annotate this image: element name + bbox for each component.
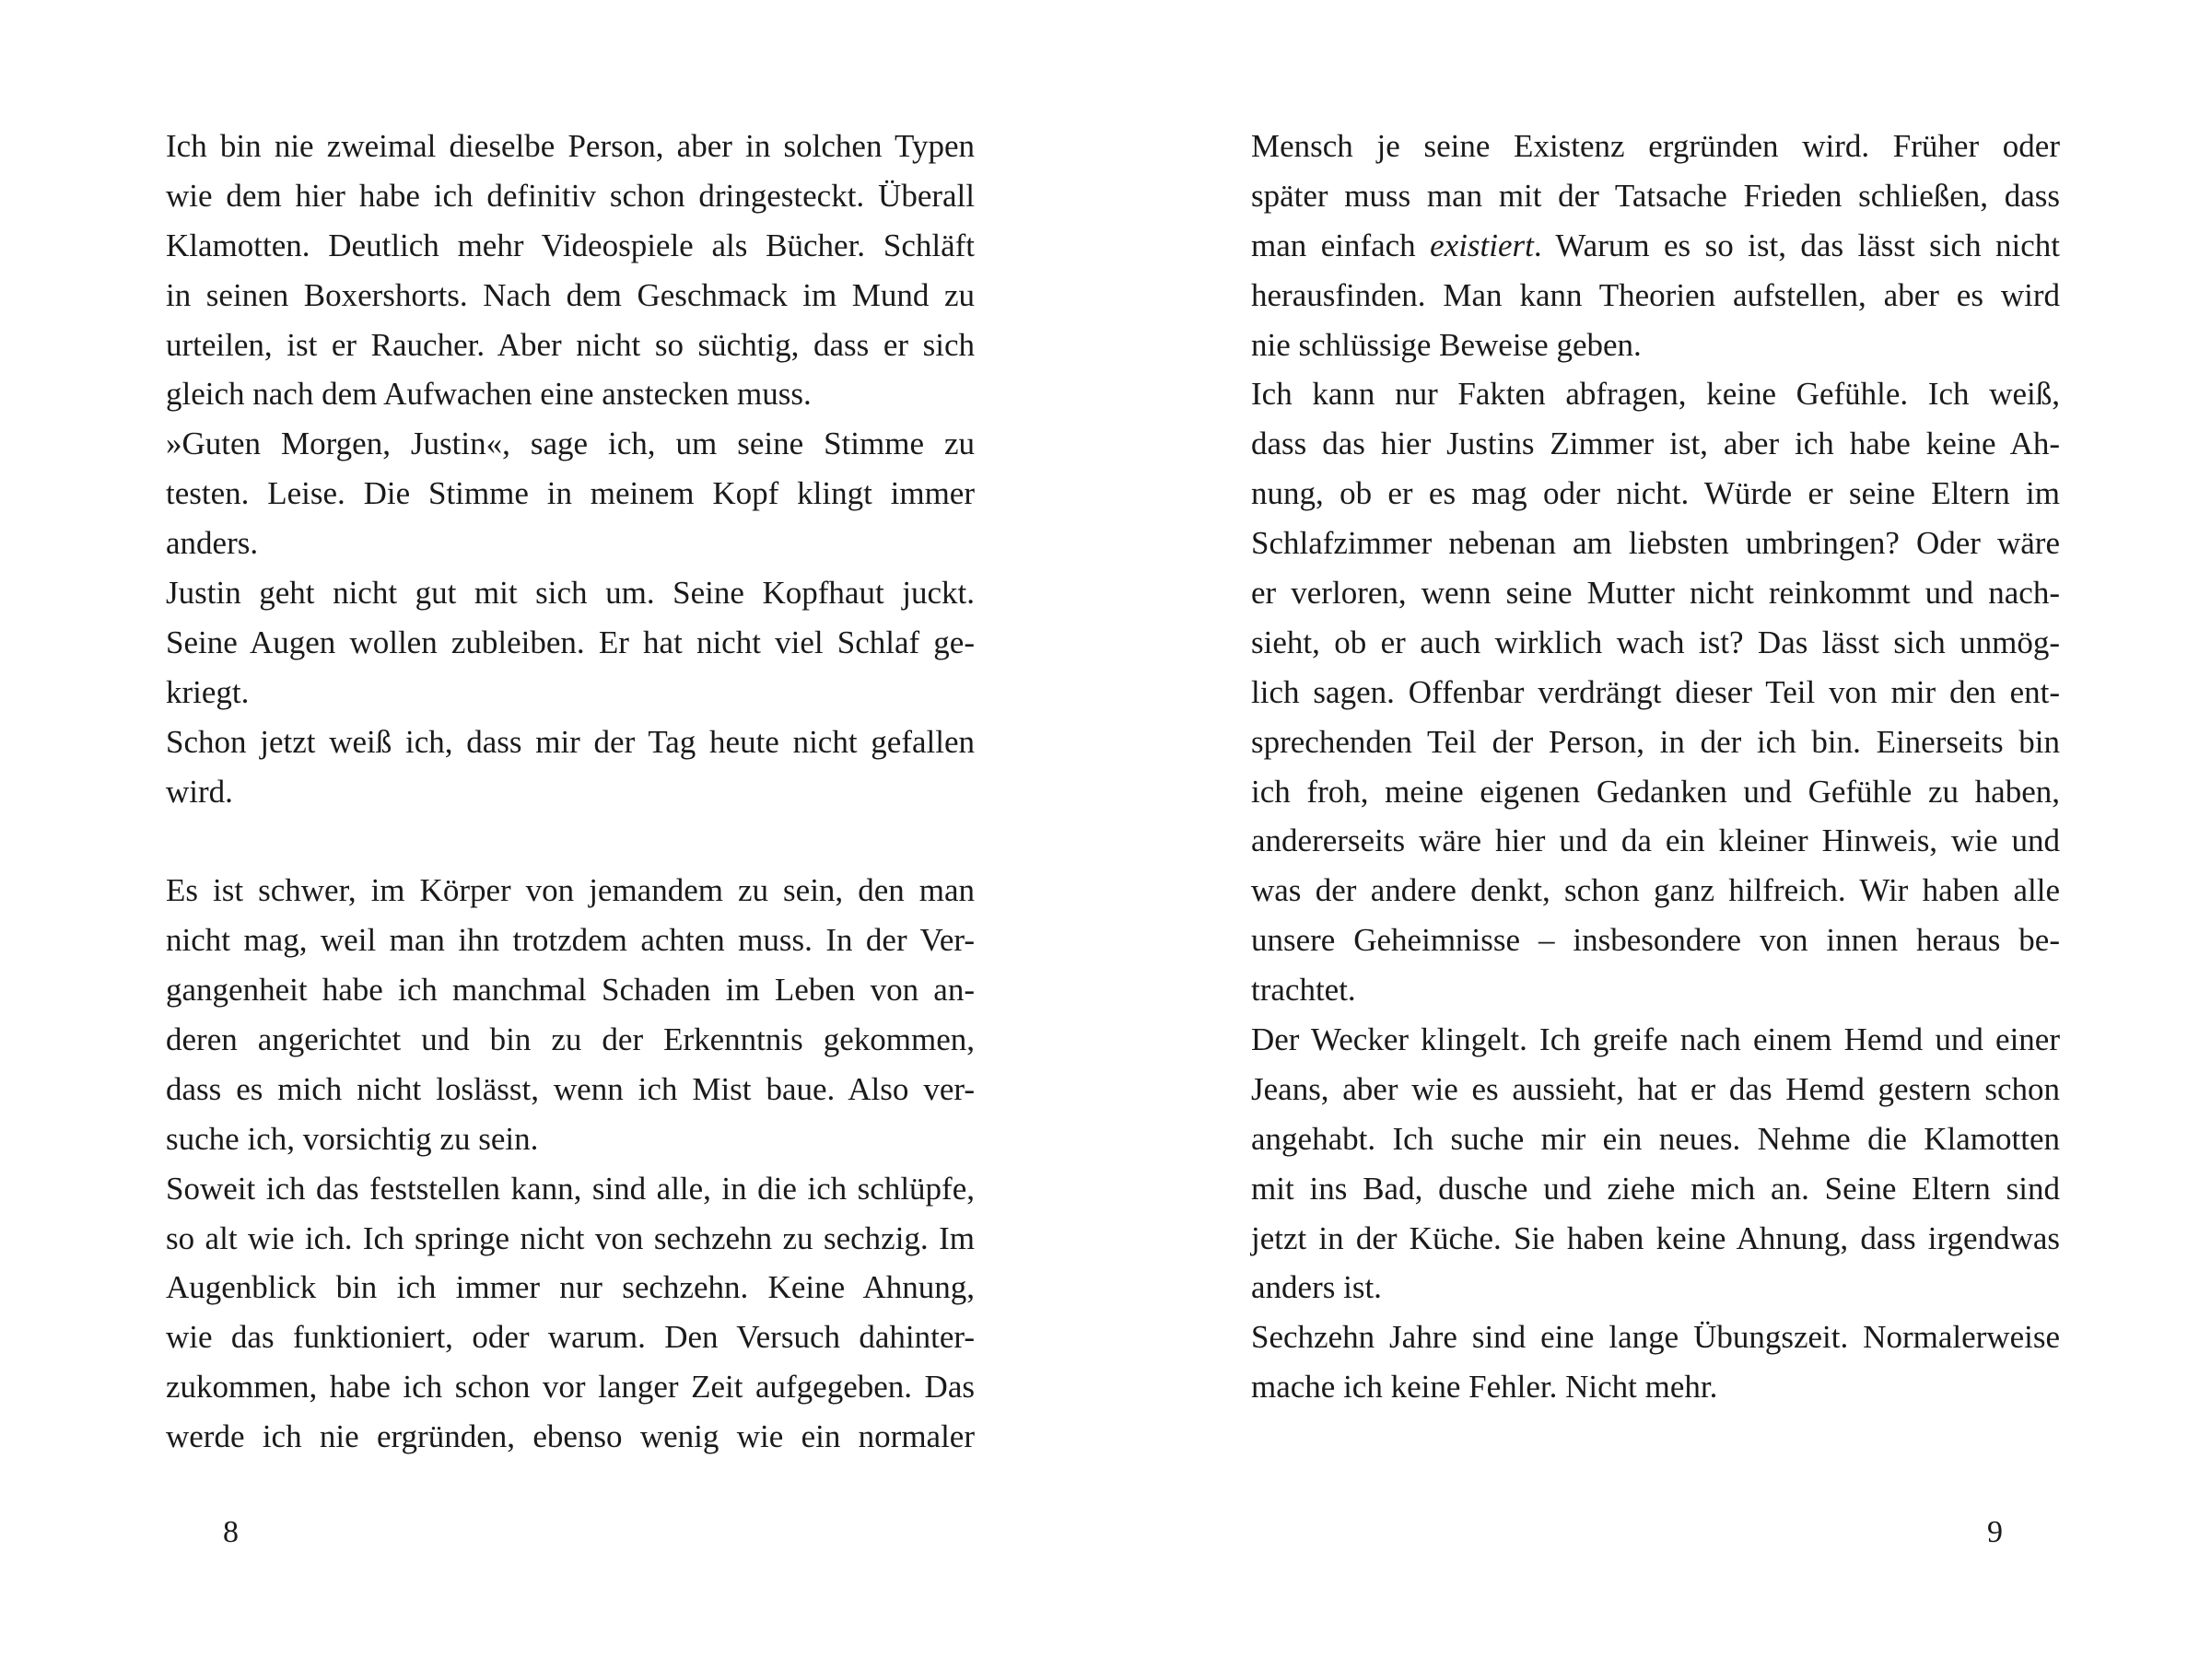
text-line: andererseits wäre hier und da ein kleiner Hinweis, wie und [1251,822,2060,859]
text-line: deren angerichtet und bin zu der Erkenntnis gekommen, [166,1021,975,1058]
text-line: sieht, ob er auch wirklich wach ist? Das lässt sich unmög- [1251,624,2060,660]
text-line: kriegt. [166,673,250,710]
text-line: Mensch je seine Existenz ergründen wird. Früher oder [1251,128,2060,164]
text-line: wie das funktioniert, oder warum. Den Versuch dahinter- [166,1319,975,1356]
text-line: urteilen, ist er Raucher. Aber nicht so süchtig, dass er sich [166,326,975,363]
page-number-right: 9 [1987,1515,2003,1549]
text-line: testen. Leise. Die Stimme in meinem Kopf klingt immer [166,475,975,512]
text-line: er verloren, wenn seine Mutter nicht reinkommt und nach- [1251,575,2060,612]
text-line: sprechenden Teil der Person, in der ich bin. Einerseits bin [1251,723,2060,760]
emphasized-word: existiert [1430,227,1534,263]
text-line: herausfinden. Man kann Theorien aufstellen, aber es wird [1251,276,2060,313]
text-line: unsere Geheimnisse – insbesondere von innen heraus be- [1251,922,2060,959]
text-line: Es ist schwer, im Körper von jemandem zu sein, den man [166,872,975,909]
text-line: Seine Augen wollen zubleiben. Er hat nicht viel Schlaf ge- [166,624,975,660]
paragraph-gap [166,816,975,866]
text-line: dass es mich nicht loslässt, wenn ich Mist baue. Also ver- [166,1070,975,1107]
left-page-text [166,122,975,1462]
text-line: trachtet. [1251,972,1356,1009]
page-number-left: 8 [223,1515,239,1549]
text-line: Ich bin nie zweimal dieselbe Person, aber in solchen Typen [166,128,975,164]
right-page [1106,0,2211,1680]
text-line [1251,221,2060,271]
text-line: in seinen Boxershorts. Nach dem Geschmack im Mund zu [166,276,975,313]
text-line: Augenblick bin ich immer nur sechzehn. Keine Ahnung, [166,1269,975,1306]
text-line: angehabt. Ich suche mir ein neues. Nehme die Klamotten [1251,1120,2060,1157]
text-line: Sechzehn Jahre sind eine lange Übungszeit. Normalerweise [1251,1319,2060,1356]
text-line: »Guten Morgen, Justin«, sage ich, um seine Stimme zu [166,426,975,462]
right-page-text [1251,122,2060,1412]
text-line: dass das hier Justins Zimmer ist, aber ich habe keine Ah- [1251,426,2060,462]
text-line: Jeans, aber wie es aussieht, hat er das Hemd gestern schon [1251,1070,2060,1107]
text-line: Schon jetzt weiß ich, dass mir der Tag heute nicht gefallen [166,723,975,760]
text-line: ich froh, meine eigenen Gedanken und Gefühle zu haben, [1251,773,2060,810]
text-segment: man einfach [1251,227,1431,263]
text-line: werde ich nie ergründen, ebenso wenig wie ein normaler [166,1418,975,1455]
text-line: anders. [166,525,259,562]
text-line: lich sagen. Offenbar verdrängt dieser Teil von mir den ent- [1251,673,2060,710]
text-line: was der andere denkt, schon ganz hilfreich. Wir haben alle [1251,872,2060,909]
text-line: Klamotten. Deutlich mehr Videospiele als Bücher. Schläft [166,227,975,263]
text-segment: . Warum es so ist, das lässt sich nicht [1533,227,2060,263]
text-line: Justin geht nicht gut mit sich um. Seine Kopfhaut juckt. [166,575,975,612]
text-line: Schlafzimmer nebenan am liebsten umbringen? Oder wäre [1251,525,2060,562]
text-line: wie dem hier habe ich definitiv schon dringesteckt. Überall [166,177,975,214]
text-line: später muss man mit der Tatsache Frieden schließen, dass [1251,177,2060,214]
text-line: wird. [166,773,233,810]
text-line: jetzt in der Küche. Sie haben keine Ahnung, dass irgendwas [1251,1219,2060,1256]
text-line: gangenheit habe ich manchmal Schaden im Leben von an- [166,972,975,1009]
text-line: nicht mag, weil man ihn trotzdem achten muss. In der Ver- [166,922,975,959]
text-line: nung, ob er es mag oder nicht. Würde er seine Eltern im [1251,475,2060,512]
text-line: so alt wie ich. Ich springe nicht von sechzehn zu sechzig. Im [166,1219,975,1256]
text-line: Ich kann nur Fakten abfragen, keine Gefühle. Ich weiß, [1251,376,2060,413]
text-line: anders ist. [1251,1269,1382,1306]
text-line: Der Wecker klingelt. Ich greife nach einem Hemd und einer [1251,1021,2060,1058]
text-line: suche ich, vorsichtig zu sein. [166,1120,539,1157]
text-line: Soweit ich das feststellen kann, sind alle, in die ich schlüpfe, [166,1170,975,1207]
text-line: zukommen, habe ich schon vor langer Zeit aufgegeben. Das [166,1369,975,1406]
text-line: nie schlüssige Beweise geben. [1251,326,1642,363]
text-line: mit ins Bad, dusche und ziehe mich an. Seine Eltern sind [1251,1170,2060,1207]
text-line: gleich nach dem Aufwachen eine anstecken muss. [166,376,812,413]
text-line: mache ich keine Fehler. Nicht mehr. [1251,1369,1718,1406]
